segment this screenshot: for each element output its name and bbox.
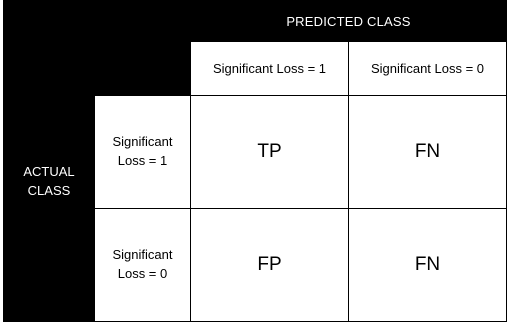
row-header-loss-1-line1: Significant bbox=[112, 134, 173, 150]
cell-true-positive: TP bbox=[191, 96, 349, 209]
row-header-loss-1-line2: Loss = 1 bbox=[117, 153, 168, 168]
row-header-loss-0 bbox=[95, 209, 191, 322]
column-header-loss-0: Significant Loss = 0 bbox=[349, 42, 507, 96]
actual-class-line1: ACTUAL bbox=[23, 163, 75, 179]
label-corner-blank bbox=[95, 42, 191, 96]
cell-false-positive: FP bbox=[191, 209, 349, 322]
corner-blank bbox=[4, 1, 191, 42]
row-header-loss-1 bbox=[95, 96, 191, 209]
cell-false-negative: FN bbox=[349, 96, 507, 209]
cell-false-negative-2: FN bbox=[349, 209, 507, 322]
column-header-loss-1: Significant Loss = 1 bbox=[191, 42, 349, 96]
row-header-loss-0-line1: Significant bbox=[112, 247, 173, 263]
actual-class-header bbox=[4, 42, 95, 322]
confusion-matrix bbox=[3, 0, 507, 322]
actual-class-line2: CLASS bbox=[27, 182, 71, 198]
row-header-loss-0-line2: Loss = 0 bbox=[117, 266, 168, 281]
predicted-class-header: PREDICTED CLASS bbox=[191, 1, 507, 42]
